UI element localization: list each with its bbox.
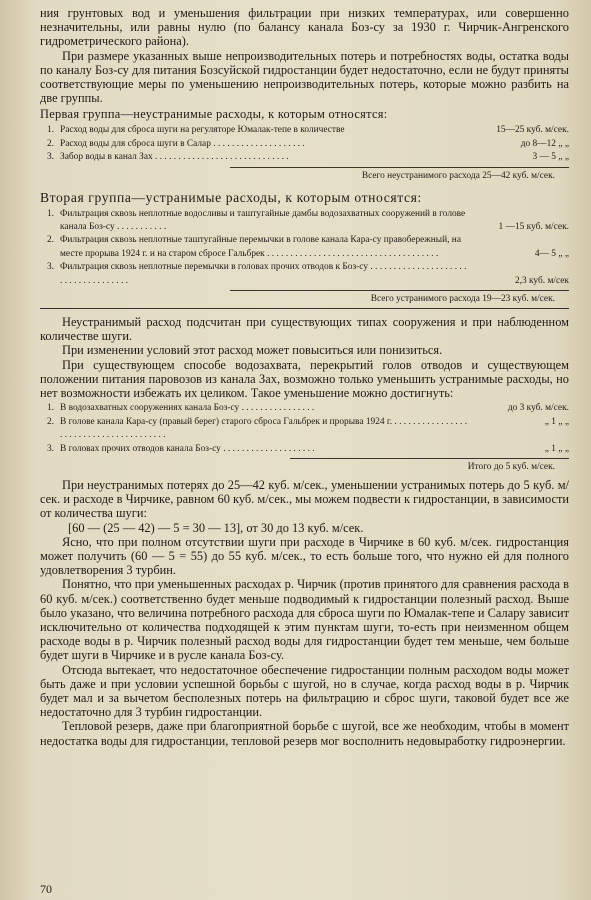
total-line: Всего неустранимого расхода 25—42 куб. м/сек.: [361, 170, 555, 181]
item-value: 4— 5 „ „: [534, 248, 569, 259]
paragraph: ния грунтовых вод и уменьшения фильтрации при низких температурах, или совершенно незначительны, или равны нулю (по балансу канала Боз-су за 1930 г. Чирчик-Ангренского гидрометрического района).: [40, 6, 569, 49]
item-number: 1.: [46, 208, 54, 219]
item-value: до 8—12 „ „: [520, 138, 569, 149]
list-item: [40, 208, 569, 235]
list-item: [40, 124, 569, 137]
list-item: [40, 443, 569, 456]
item-text: Забор воды в канал Заx . . . . . . . . . . . . . . . . . . . . . . . . . . . . .: [60, 152, 289, 163]
paragraph: Понятно, что при уменьшенных расходах р. Чирчик (против принятого для сравнения расхода в 60 куб. м/сек.) соответственно будет меньше подводимый к гидростанции полезный расход. Выше было указано, что величина потребного расхода для сброса шуги по Юмалак-тепе и Салару зависит исключительно от количества подходящей к этим пунктам шуги, то-есть при неизменном общем расходе воды в р. Чирчик полезный расход воды для гидростанции будет тем меньше, чем больше будет шуги в Чирчике и в русле канала Боз-су.: [40, 577, 569, 663]
paragraph: При изменении условий этот расход может повыситься или понизиться.: [62, 343, 443, 358]
item-value: до 3 куб. м/сек.: [507, 403, 569, 414]
list-reductions: [40, 402, 569, 456]
item-value: „ 1 „ „: [544, 416, 569, 427]
total-line: Итого до 5 куб. м/сек.: [467, 461, 555, 472]
item-number: 3.: [46, 152, 54, 163]
item-number: 1.: [46, 403, 54, 414]
paragraph: При существующем способе водозахвата, перекрытий голов отводов и существующем положении питания паровозов из канала Заx, возможно только уменьшить устранимые расходы, но нет возможности избежать их целиком. Такое уменьшение можно достигнуть:: [40, 357, 569, 401]
item-text: Расход воды для сброса шуги в Салар . . . . . . . . . . . . . . . . . . . .: [60, 138, 305, 149]
item-number: 2.: [46, 416, 54, 427]
paragraph: При размере указанных выше непроизводительных потерь и потребностях воды, остатка воды по каналу Боз-су для питания Бозсуйской гидростанции будет недостаточно, если не будут приняты соответствующие меры по уменьшению непроизводительных потерь, которые можно разбить на две группы.: [40, 48, 569, 106]
item-text: Расход воды для сброса шуги на регуляторе Юмалак-тепе в количестве: [60, 125, 345, 136]
paragraph: Отсюда вытекает, что недостаточное обеспечение гидростанции полным расходом воды может быть даже и при условии успешной борьбы с шугой, но в случае, когда расход воды в р. Чирчик будет мал и за вычетом бесполезных потерь на фильтрацию и сброс шуги, таковой будет все же недостаточно для 3 турбин гидростанции.: [40, 662, 569, 720]
item-number: 3.: [46, 262, 54, 273]
item-text: В голове канала Кара-су (правый берег) старого сброса Гальбрек и прорыва 1924 г. . . . . . . . . . . . . . . . . . . . . . . . . . . . . . . . . . . . . . . .: [60, 416, 468, 441]
item-value: 15—25 куб. м/сек.: [496, 125, 569, 136]
item-value: 3 — 5 „ „: [532, 152, 569, 163]
list-item: [40, 234, 569, 261]
item-text: В головах прочих отводов канала Боз-су . . . . . . . . . . . . . . . . . . . .: [60, 443, 315, 454]
item-number: 2.: [46, 235, 54, 246]
list-group1: [40, 124, 569, 164]
list-group2: [40, 208, 569, 288]
item-value: 1 —15 куб. м/сек.: [498, 222, 569, 233]
list-item: [40, 261, 569, 288]
total-line: Всего устранимого расхода 19—23 куб. м/сек.: [370, 294, 555, 305]
item-text: Фильтрация сквозь неплотные таштугайные перемычки в голове канала Кара-су правобережный, на месте прорыва 1924 г. и на старом сбросе Гальбрек . . . . . . . . . . . . . . . . . . . . . . . . . . . . . . . . . . . . .: [60, 235, 461, 259]
list-item: [40, 416, 569, 443]
divider: [40, 308, 569, 309]
divider: [290, 458, 569, 459]
list-item: [40, 402, 569, 415]
item-number: 3.: [46, 443, 54, 454]
item-number: 1.: [46, 125, 54, 136]
paragraph: Тепловой резерв, даже при благоприятной борьбе с шугой, все же необходим, чтобы в момент недостатка воды для гидростанции, тепловой резерв мог восполнить недовыработку гидроэнергии.: [40, 719, 569, 748]
page-number: 70: [40, 882, 52, 896]
item-text: Фильтрация сквозь неплотные водосливы и таштугайные дамбы водозахватных сооружений в голове канала Боз-су . . . . . . . . . . .: [60, 208, 466, 233]
section-heading: Вторая группа—устранимые расходы, к которым относятся:: [40, 189, 422, 205]
item-value: „ 1 „ „: [544, 443, 569, 454]
divider: [230, 290, 569, 291]
paragraph: Неустранимый расход подсчитан при существующих типах сооружения и при наблюденном количестве шуги.: [40, 315, 569, 344]
section-heading: Первая группа—неустранимые расходы, к которым относятся:: [40, 107, 388, 122]
item-text: В водозахватных сооружениях канала Боз-су . . . . . . . . . . . . . . . .: [60, 403, 315, 414]
item-text: Фильтрация сквозь неплотные перемычки в головах прочих отводов к Боз-су . . . . . . . . . . . . . . . . . . . . . . . . . . . . . . . . . . . .: [60, 262, 467, 286]
divider: [230, 167, 569, 168]
paragraph: Ясно, что при полном отсутствии шуги при расходе в Чирчике в 60 куб. м/сек. гидростанция может получить (60 — 5 = 55) до 55 куб. м/сек., то есть больше того, что нужно ей для полного удовлетворения 3 турбин.: [40, 534, 569, 578]
item-number: 2.: [46, 138, 54, 149]
list-item: [40, 138, 569, 151]
formula: [60 — (25 — 42) — 5 = 30 — 13], от 30 до 13 куб. м/сек.: [68, 520, 364, 535]
item-value: 2,3 куб. м/сек: [514, 275, 569, 286]
list-item: [40, 151, 569, 164]
paragraph: При неустранимых потерях до 25—42 куб. м/сек., уменьшении устранимых потерь до 5 куб. м/сек. и расходе в Чирчике, равном 60 куб. м/сек., мы можем подвести к гидростанции, в зависимости от количества шуги:: [40, 477, 569, 521]
